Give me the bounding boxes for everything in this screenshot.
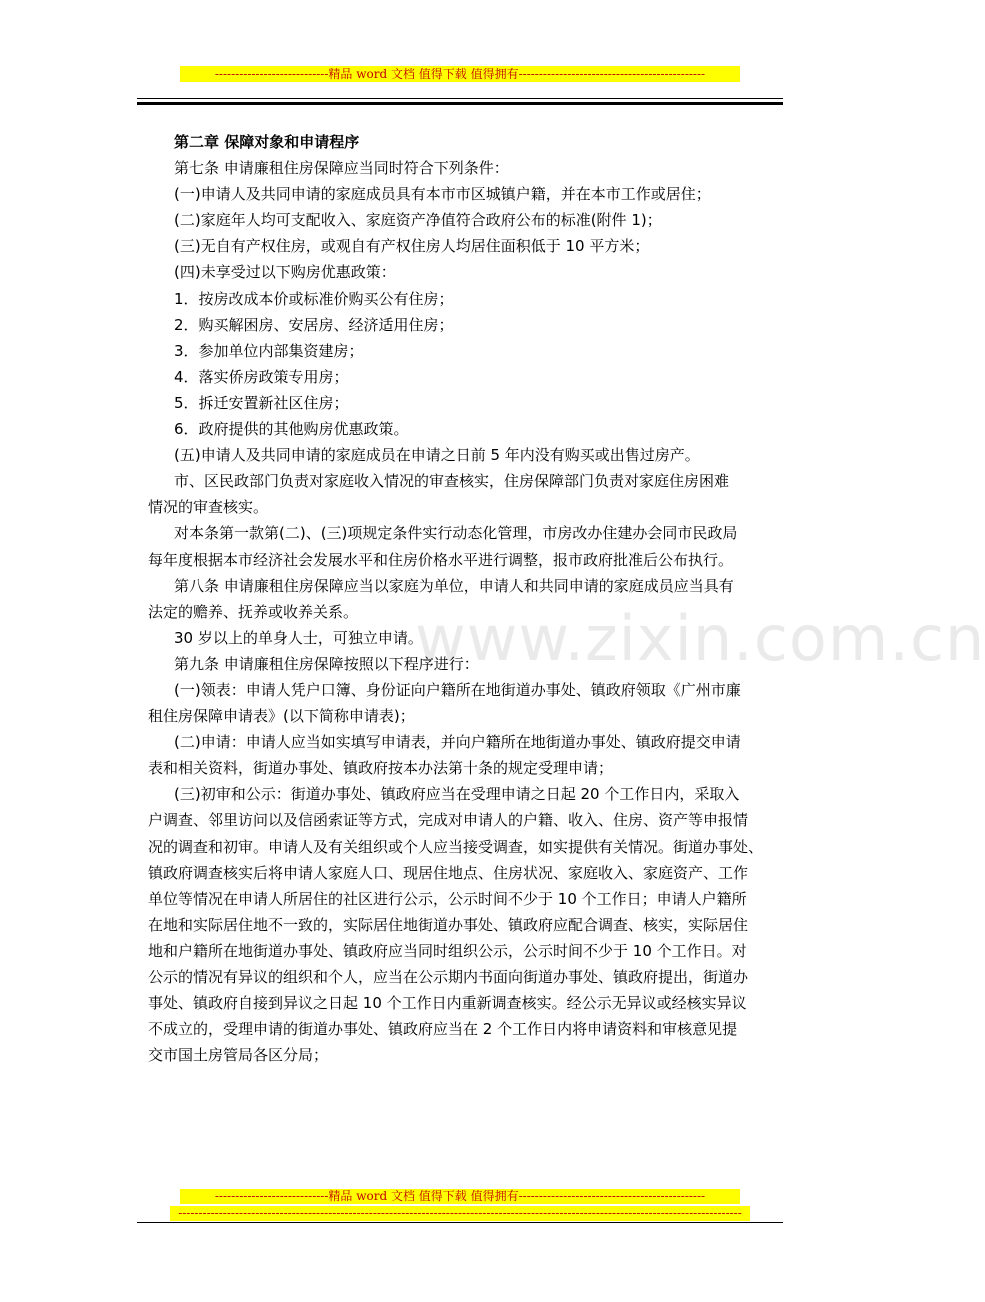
- paragraph-line: 市、区民政部门负责对家庭收入情况的审查核实，住房保障部门负责对家庭住房困难: [174, 472, 730, 491]
- paragraph-line: 30 岁以上的单身人士，可独立申请。: [174, 628, 423, 647]
- paragraph-line: 每年度根据本市经济社会发展水平和住房价格水平进行调整，报市政府批准后公布执行。: [148, 550, 734, 569]
- paragraph-line: 交市国土房管局各区分局；: [148, 1046, 329, 1065]
- footer-rule: [137, 1222, 783, 1223]
- paragraph-line: 在地和实际居住地不一致的，实际居住地街道办事处、镇政府应配合调查、核实，实际居住: [148, 915, 749, 934]
- paragraph-line: (五)申请人及共同申请的家庭成员在申请之日前 5 年内没有购买或出售过房产。: [174, 446, 700, 465]
- paragraph-line: 租住房保障申请表》(以下简称申请表)；: [148, 707, 415, 726]
- paragraph-line: 表和相关资料，街道办事处、镇政府按本办法第十条的规定受理申请；: [148, 759, 614, 778]
- list-item: 2．购买解困房、安居房、经济适用住房；: [174, 315, 454, 334]
- list-item: 3．参加单位内部集资建房；: [174, 341, 364, 360]
- watermark: www.zixin.com.cn: [415, 602, 985, 675]
- paragraph-line: 户调查、邻里访问以及信函索证等方式，完成对申请人的户籍、收入、住房、资产等申报情: [148, 811, 749, 830]
- paragraph-line: (三)无自有产权住房，或观自有产权住房人均居住面积低于 10 平方米；: [174, 237, 650, 256]
- paragraph-line: 不成立的，受理申请的街道办事处、镇政府应当在 2 个工作日内将申请资料和审核意见提: [148, 1020, 738, 1039]
- paragraph-line: (二)申请：申请人应当如实填写申请表，并向户籍所在地街道办事处、镇政府提交申请: [174, 733, 741, 752]
- paragraph-line: (一)领表：申请人凭户口簿、身份证向户籍所在地街道办事处、镇政府领取《广州市廉: [174, 680, 741, 699]
- paragraph-line: (二)家庭年人均可支配收入、家庭资产净值符合政府公布的标准(附件 1)；: [174, 211, 662, 230]
- paragraph-line: 第八条 申请廉租住房保障应当以家庭为单位，申请人和共同申请的家庭成员应当具有: [174, 576, 734, 595]
- header-rule-thin: [137, 98, 783, 99]
- paragraph-line: 事处、镇政府自接到异议之日起 10 个工作日内重新调查核实。经公示无异议或经核实异议: [148, 994, 747, 1013]
- paragraph-line: 对本条第一款第(二)、(三)项规定条件实行动态化管理，市房改办住建办会同市民政局: [174, 524, 738, 543]
- list-item: 5．拆迁安置新社区住房；: [174, 393, 349, 412]
- paragraph-line: (一)申请人及共同申请的家庭成员具有本市市区城镇户籍，并在本市工作或居住；: [174, 185, 711, 204]
- paragraph-line: 法定的赡养、抚养或收养关系。: [148, 602, 359, 621]
- list-item: 1．按房改成本价或标准价购买公有住房；: [174, 289, 454, 308]
- paragraph-line: 公示的情况有异议的组织和个人，应当在公示期内书面向街道办事处、镇政府提出，街道办: [148, 968, 749, 986]
- paragraph-line: (三)初审和公示：街道办事处、镇政府应当在受理申请之日起 20 个工作日内，采取入: [174, 785, 740, 804]
- header-rule-thick: [137, 102, 783, 105]
- paragraph-line: (四)未享受过以下购房优惠政策：: [174, 263, 396, 282]
- list-item: 4．落实侨房政策专用房；: [174, 367, 349, 386]
- paragraph-line: 第七条 申请廉租住房保障应当同时符合下列条件：: [174, 159, 509, 178]
- document-body: [148, 129, 788, 1068]
- paragraph-line: 镇政府调查核实后将申请人家庭人口、现居住地点、住房状况、家庭收入、家庭资产、工作: [148, 863, 749, 882]
- footer-banner: ----------------------------精品 word 文档 值得下载 值得拥有----------------------------------------------: [180, 1189, 740, 1204]
- paragraph-line: 地和户籍所在地街道办事处、镇政府应当同时组织公示，公示时间不少于 10 个工作日。对: [148, 941, 747, 960]
- paragraph-line: 况的调查和初审。申请人及有关组织或个人应当接受调查，如实提供有关情况。街道办事处、: [148, 837, 764, 856]
- paragraph-line: 情况的审查核实。: [148, 498, 269, 517]
- footer-banner-dashes: -------------------------------------------------------------------------------------------------------------------------------------------: [170, 1206, 750, 1221]
- paragraph-line: 第九条 申请廉租住房保障按照以下程序进行：: [174, 654, 479, 673]
- header-banner: ----------------------------精品 word 文档 值得下载 值得拥有----------------------------------------------: [180, 66, 740, 82]
- paragraph-line: 单位等情况在申请人所居住的社区进行公示，公示时间不少于 10 个工作日；申请人户籍所: [148, 889, 747, 908]
- list-item: 6．政府提供的其他购房优惠政策。: [174, 420, 409, 439]
- chapter-heading: 第二章 保障对象和申请程序: [174, 133, 360, 151]
